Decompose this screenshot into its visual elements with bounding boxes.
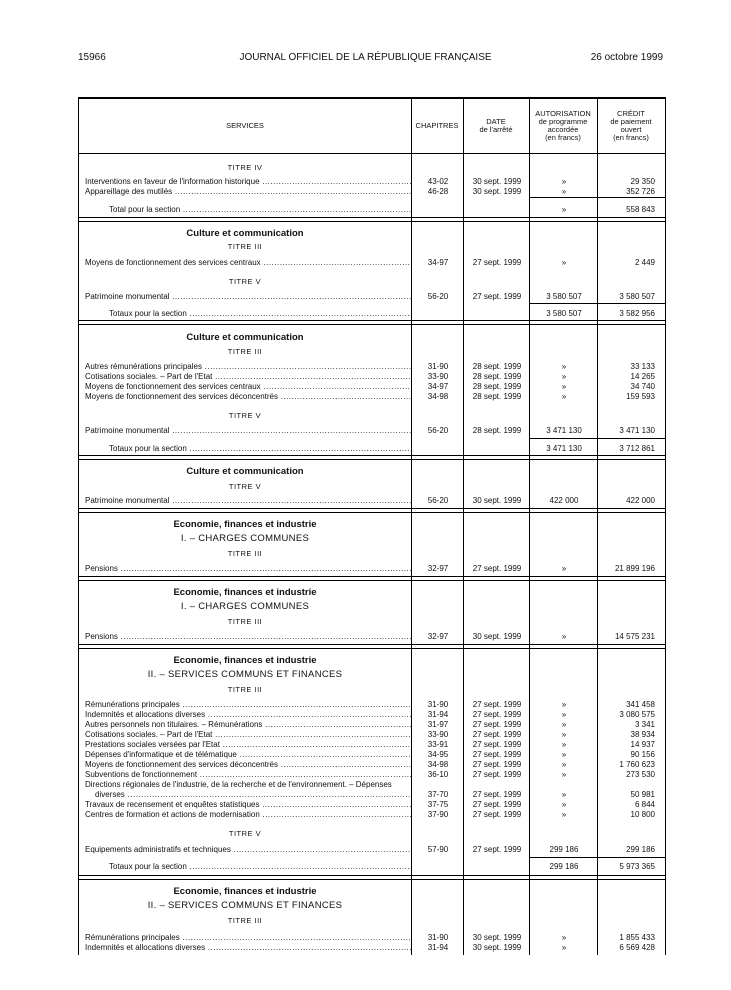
table-row [79,943,665,953]
row-date: 30 sept. 1999 [472,632,522,641]
ministry-heading: Economie, finances et industrie [173,587,317,598]
column-header-autorisation [529,99,597,153]
table-row [79,770,665,780]
titre-heading: TITRE V [228,277,262,286]
column-header-services: SERVICES [226,121,264,130]
row-label: Moyens de fonctionnement des services déconcentrés ..... [85,760,411,770]
appropriations-table [78,97,666,955]
row-credit: 10 800 [630,810,655,819]
row-credit: 1 855 433 [619,933,655,942]
issue-date: 26 octobre 1999 [590,52,663,63]
row-credit: 34 740 [630,382,655,391]
table-row [79,933,665,943]
row-label: Directions régionales de l'industrie, de la recherche et de l'environnement. – Dépenses [85,780,392,789]
sub-heading: I. – CHARGES COMMUNES [180,601,310,612]
total-row [79,205,665,215]
subtotal-rule [529,438,665,439]
row-chapitre: 57-90 [427,845,449,854]
table-row [79,700,665,710]
section-double-rule [79,455,665,460]
column-header-date [463,99,529,153]
row-chapitre: 32-97 [427,564,449,573]
row-date: 30 sept. 1999 [472,177,522,186]
total-label: Total pour la section ..... [109,205,411,215]
titre-heading: TITRE III [227,685,263,694]
subtotal-rule [529,197,665,198]
row-credit: 422 000 [626,496,655,505]
total-credit: 3 582 956 [619,309,655,318]
header-line: de paiement [610,117,652,126]
row-autorisation: » [561,564,567,573]
row-credit: 341 458 [626,700,655,709]
row-date: 27 sept. 1999 [472,760,522,769]
table-row [79,496,665,506]
row-date: 27 sept. 1999 [472,750,522,759]
row-autorisation: » [561,177,567,186]
row-autorisation: » [561,720,567,729]
row-label: Cotisations sociales. – Part de l'Etat ..... [85,372,411,382]
row-label: Rémunérations principales ..... [85,700,411,710]
row-date: 28 sept. 1999 [472,362,522,371]
row-chapitre: 43-02 [427,177,449,186]
total-label: Totaux pour la section ..... [109,444,411,454]
total-row [79,444,665,454]
row-chapitre: 33-90 [427,730,449,739]
table-row [79,372,665,382]
row-date: 27 sept. 1999 [472,292,522,301]
row-autorisation: » [561,700,567,709]
titre-heading: TITRE III [227,549,263,558]
row-date: 27 sept. 1999 [472,810,522,819]
row-autorisation: » [561,730,567,739]
titre-heading: TITRE III [227,916,263,925]
row-autorisation: 422 000 [549,496,579,505]
row-credit: 14 575 231 [614,632,655,641]
row-credit: 29 350 [630,177,655,186]
row-date: 30 sept. 1999 [472,933,522,942]
row-autorisation: 3 471 130 [546,426,582,435]
row-label: Patrimoine monumental ..... [85,496,411,506]
row-chapitre: 37-75 [427,800,449,809]
row-date: 27 sept. 1999 [472,258,522,267]
total-credit: 3 712 861 [619,444,655,453]
header-line: CRÉDIT [617,109,645,118]
row-label-continued: diverses ..... [95,790,411,800]
row-date: 27 sept. 1999 [472,790,522,799]
row-credit: 3 080 575 [619,710,655,719]
row-credit: 38 934 [630,730,655,739]
row-chapitre: 56-20 [427,426,449,435]
total-autorisation: 299 186 [549,862,579,871]
titre-heading: TITRE V [228,829,262,838]
column-rule [463,99,464,955]
row-autorisation: » [561,632,567,641]
row-date: 27 sept. 1999 [472,564,522,573]
column-header-credit [597,99,665,153]
row-autorisation: » [561,740,567,749]
row-chapitre: 56-20 [427,496,449,505]
row-autorisation: » [561,362,567,371]
table-row [79,710,665,720]
row-autorisation: » [561,760,567,769]
row-date: 27 sept. 1999 [472,710,522,719]
row-chapitre: 37-90 [427,810,449,819]
row-chapitre: 33-91 [427,740,449,749]
row-chapitre: 32-97 [427,632,449,641]
row-label: Moyens de fonctionnement des services centraux ..... [85,258,411,268]
header-line: DATE [486,117,506,126]
header-line: accordée [547,125,579,134]
row-date: 27 sept. 1999 [472,770,522,779]
titre-heading: TITRE IV [227,163,263,172]
row-autorisation: » [561,943,567,952]
header-line: (en francs) [613,133,649,142]
section-double-rule [79,644,665,649]
page-number: 15966 [78,52,106,63]
row-autorisation: » [561,790,567,799]
row-credit: 14 265 [630,372,655,381]
row-credit: 1 760 623 [619,760,655,769]
row-date: 27 sept. 1999 [472,700,522,709]
row-chapitre: 56-20 [427,292,449,301]
row-date: 30 sept. 1999 [472,496,522,505]
row-chapitre: 37-70 [427,790,449,799]
row-label: Pensions ..... [85,632,411,642]
total-label: Totaux pour la section ..... [109,309,411,319]
total-credit: 5 973 365 [619,862,655,871]
row-credit: 33 133 [630,362,655,371]
total-autorisation: 3 471 130 [546,444,582,453]
row-date: 27 sept. 1999 [472,730,522,739]
table-row [79,810,665,820]
row-label: Patrimoine monumental ..... [85,292,411,302]
row-chapitre: 31-94 [427,943,449,952]
column-rule [529,99,530,955]
row-date: 28 sept. 1999 [472,426,522,435]
ministry-heading: Economie, finances et industrie [173,655,317,666]
total-label: Totaux pour la section ..... [109,862,411,872]
row-date: 27 sept. 1999 [472,740,522,749]
row-chapitre: 34-98 [427,760,449,769]
row-label: Moyens de fonctionnement des services déconcentrés ..... [85,392,411,402]
row-credit: 2 449 [634,258,655,267]
row-date: 30 sept. 1999 [472,943,522,952]
row-credit: 299 186 [626,845,655,854]
row-autorisation: » [561,750,567,759]
row-credit: 14 937 [630,740,655,749]
table-row [79,790,665,800]
row-label: Cotisations sociales. – Part de l'Etat ..... [85,730,411,740]
table-row [79,760,665,770]
row-chapitre: 31-94 [427,710,449,719]
ministry-heading: Culture et communication [186,466,304,477]
section-double-rule [79,217,665,222]
row-autorisation: » [561,372,567,381]
row-autorisation: » [561,392,567,401]
ministry-heading: Economie, finances et industrie [173,519,317,530]
row-credit: 90 156 [630,750,655,759]
column-rule [411,99,412,955]
titre-heading: TITRE III [227,347,263,356]
titre-heading: TITRE V [228,482,262,491]
row-date: 28 sept. 1999 [472,392,522,401]
row-label: Centres de formation et actions de modernisation ..... [85,810,411,820]
total-autorisation: » [561,205,567,214]
table-row [79,730,665,740]
row-chapitre: 34-97 [427,258,449,267]
row-label: Moyens de fonctionnement des services centraux ..... [85,382,411,392]
row-credit: 159 593 [626,392,655,401]
row-credit: 3 471 130 [619,426,655,435]
table-row [79,382,665,392]
row-label: Appareillage des mutilés ..... [85,187,411,197]
row-autorisation: » [561,258,567,267]
row-credit: 50 981 [630,790,655,799]
table-row [79,800,665,810]
row-date: 28 sept. 1999 [472,382,522,391]
row-credit: 6 569 428 [619,943,655,952]
ministry-heading: Culture et communication [186,228,304,239]
row-autorisation: » [561,810,567,819]
table-row [79,564,665,574]
titre-heading: TITRE III [227,617,263,626]
row-chapitre: 31-90 [427,700,449,709]
row-label: Patrimoine monumental ..... [85,426,411,436]
section-double-rule [79,320,665,325]
row-label: Autres personnels non titulaires. – Rémunérations ..... [85,720,411,730]
row-label: Autres rémunérations principales ..... [85,362,411,372]
row-label: Interventions en faveur de l'information historique ..... [85,177,411,187]
row-date: 28 sept. 1999 [472,372,522,381]
row-date: 27 sept. 1999 [472,800,522,809]
total-row [79,862,665,872]
section-double-rule [79,576,665,581]
row-credit: 352 726 [626,187,655,196]
row-label: Dépenses d'informatique et de télématique ..... [85,750,411,760]
row-label: Subventions de fonctionnement ..... [85,770,411,780]
row-chapitre: 31-90 [427,933,449,942]
subtotal-rule [529,857,665,858]
section-double-rule [79,875,665,880]
table-row [79,258,665,268]
table-row [79,392,665,402]
header-line: de l'arrêté [479,125,513,134]
row-autorisation: 299 186 [549,845,579,854]
table-row [79,750,665,760]
header-line: de programme [538,117,588,126]
row-date: 30 sept. 1999 [472,187,522,196]
column-header-chapitres: CHAPITRES [415,121,459,130]
row-label: Travaux de recensement et enquêtes statistiques ..... [85,800,411,810]
row-chapitre: 46-28 [427,187,449,196]
total-autorisation: 3 580 507 [546,309,582,318]
ministry-heading: Economie, finances et industrie [173,886,317,897]
table-row [79,845,665,855]
sub-heading: I. – CHARGES COMMUNES [180,533,310,544]
sub-heading: II. – SERVICES COMMUNS ET FINANCES [147,900,343,911]
row-credit: 273 530 [626,770,655,779]
table-row [79,720,665,730]
row-credit: 21 899 196 [614,564,655,573]
row-autorisation: » [561,710,567,719]
row-chapitre: 34-95 [427,750,449,759]
table-row [79,780,665,790]
row-chapitre: 34-98 [427,392,449,401]
row-date: 27 sept. 1999 [472,845,522,854]
row-chapitre: 36-10 [427,770,449,779]
row-date: 27 sept. 1999 [472,720,522,729]
row-autorisation: » [561,933,567,942]
header-line: ouvert [620,125,642,134]
journal-title: JOURNAL OFFICIEL DE LA RÉPUBLIQUE FRANÇAISE [239,52,492,63]
row-chapitre: 34-97 [427,382,449,391]
table-row [79,292,665,302]
table-row [79,740,665,750]
row-autorisation: 3 580 507 [546,292,582,301]
row-credit: 6 844 [634,800,655,809]
row-label: Equipements administratifs et techniques ..... [85,845,411,855]
table-row [79,426,665,436]
titre-heading: TITRE III [227,242,263,251]
titre-heading: TITRE V [228,411,262,420]
row-label: Pensions ..... [85,564,411,574]
section-double-rule [79,508,665,513]
row-label: Indemnités et allocations diverses ..... [85,943,411,953]
row-label: Prestations sociales versées par l'Etat ..... [85,740,411,750]
table-row [79,177,665,187]
row-autorisation: » [561,800,567,809]
column-rule [597,99,598,955]
subtotal-rule [529,303,665,304]
header-line: AUTORISATION [535,109,591,118]
total-credit: 558 843 [626,205,655,214]
table-row [79,362,665,372]
header-line: (en francs) [545,133,581,142]
header-rule [79,153,665,154]
row-label: Rémunérations principales ..... [85,933,411,943]
row-credit: 3 341 [634,720,655,729]
row-autorisation: » [561,382,567,391]
row-label: Indemnités et allocations diverses ..... [85,710,411,720]
table-row [79,632,665,642]
row-credit: 3 580 507 [619,292,655,301]
row-chapitre: 31-97 [427,720,449,729]
row-autorisation: » [561,770,567,779]
row-chapitre: 31-90 [427,362,449,371]
table-row [79,187,665,197]
row-chapitre: 33-90 [427,372,449,381]
row-autorisation: » [561,187,567,196]
total-row [79,309,665,319]
sub-heading: II. – SERVICES COMMUNS ET FINANCES [147,669,343,680]
ministry-heading: Culture et communication [186,332,304,343]
